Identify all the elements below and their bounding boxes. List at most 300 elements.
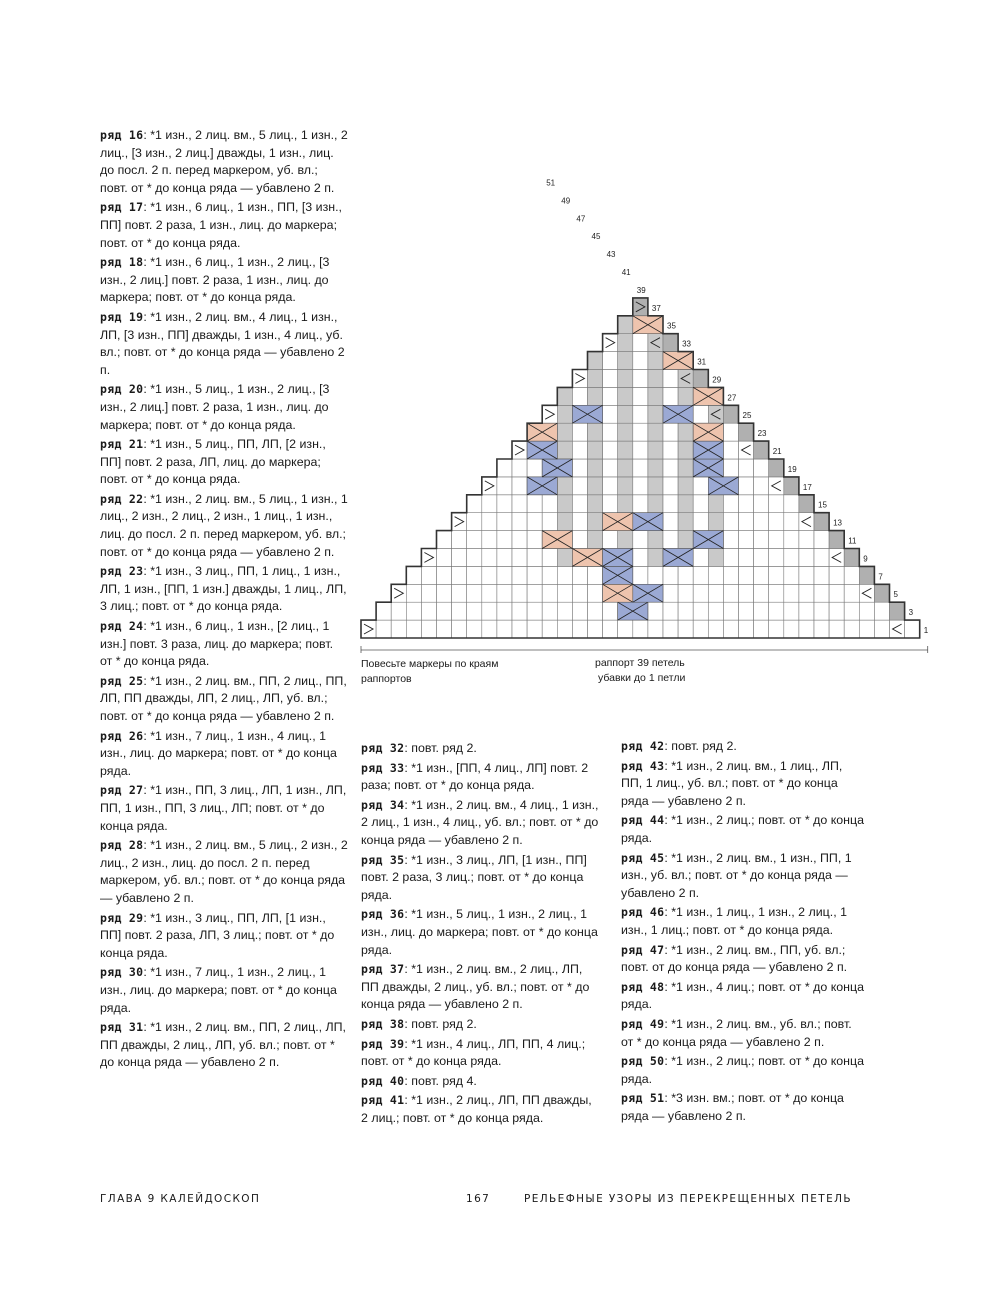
- row-instruction: [621, 850, 866, 903]
- chart-cell: [588, 370, 603, 388]
- chart-cell: [512, 602, 527, 620]
- chart-cell: [678, 441, 693, 459]
- chart-cell: [633, 495, 648, 513]
- chart-cell: [512, 495, 527, 513]
- row-label: ряд 46: [621, 905, 665, 920]
- row-label: ряд 24: [100, 619, 144, 634]
- chart-cell: [784, 513, 799, 531]
- chart-cell: [784, 566, 799, 584]
- chart-cell: [829, 531, 844, 549]
- chart-cell: [588, 495, 603, 513]
- chart-cell: [739, 620, 754, 638]
- chart-cell: [708, 620, 723, 638]
- chart-cell: [633, 531, 648, 549]
- chart-cell: [437, 620, 452, 638]
- row-instruction: [100, 381, 348, 434]
- chart-cell: [663, 602, 678, 620]
- chart-caption-repeat: [595, 656, 715, 686]
- chart-cell: [437, 549, 452, 567]
- row-label: ряд 38: [361, 1016, 405, 1031]
- row-instruction: [621, 1016, 866, 1051]
- chart-cell: [799, 620, 814, 638]
- chart-cell: [784, 602, 799, 620]
- row-text: : *1 изн., 5 лиц., ПП, ЛП, [2 изн., ПП] повт. 2 раза, ЛП, лиц. до маркера; повт. от * до конца ряда.: [100, 437, 326, 487]
- row-instruction: [100, 199, 348, 252]
- chart-cell: [708, 602, 723, 620]
- row-number: 17: [802, 482, 812, 492]
- chart-cell: [754, 513, 769, 531]
- chart-cell: [497, 602, 512, 620]
- row-number: 25: [742, 411, 752, 421]
- chart-cell: [663, 513, 678, 531]
- row-text: : *1 изн., 2 лиц. вм., 5 лиц., 2 изн., 2 лиц., 2 изн., лиц. до посл. 2 п. перед маркером, уб. вл.; повт. от * до конца ряда — убавлено 2 п.: [100, 838, 348, 905]
- chart-cell: [482, 566, 497, 584]
- row-text: : *1 изн., 6 лиц., 1 изн., 2 лиц., [3 изн., 2 лиц.] повт. 2 раза, 1 изн., лиц. до маркера; повт. от * до конца ряда.: [100, 255, 330, 305]
- chart-cell: [512, 459, 527, 477]
- chart-cell: [678, 495, 693, 513]
- chart-cell: [588, 513, 603, 531]
- chart-cell: [859, 566, 874, 584]
- row-instruction: [621, 942, 866, 977]
- chart-cell: [648, 387, 663, 405]
- row-number: 13: [833, 518, 843, 528]
- row-number: 37: [651, 303, 661, 313]
- chart-cell: [814, 602, 829, 620]
- chart-cell: [799, 549, 814, 567]
- chart-cell: [648, 352, 663, 370]
- chart-cell: [618, 477, 633, 495]
- chart-cell: [603, 602, 618, 620]
- chart-cell: [421, 602, 436, 620]
- chart-cell: [693, 584, 708, 602]
- row-text: : *1 изн., 2 лиц.; повт. от * до конца ряда.: [621, 1054, 865, 1086]
- row-label: ряд 39: [361, 1036, 405, 1051]
- chart-cell: [723, 531, 738, 549]
- row-instruction: [361, 1016, 601, 1034]
- chart-cell: [723, 405, 738, 423]
- chart-cell: [527, 566, 542, 584]
- row-number: 29: [712, 375, 722, 385]
- chart-cell: [497, 477, 512, 495]
- row-text: : *1 изн., 2 лиц. вм., 4 лиц., 1 изн., ЛП, [3 изн., ПП] дважды, 1 изн., 4 лиц., уб. вл.; повт. от * до конца ряда — убавлено 2 п.: [100, 309, 345, 377]
- chart-cell: [874, 584, 889, 602]
- chart-cell: [799, 495, 814, 513]
- chart-cell: [663, 584, 678, 602]
- chart-cell: [603, 620, 618, 638]
- chart-cell: [648, 370, 663, 388]
- chart-cell: [769, 531, 784, 549]
- chart-cell: [588, 531, 603, 549]
- row-text: : *1 изн., 2 лиц. вм., 1 лиц., ЛП, ПП, 1 лиц., уб. вл.; повт. от * до конца ряда — убавлено 2 п.: [621, 758, 843, 808]
- chart-cell: [739, 477, 754, 495]
- chart-cell: [557, 495, 572, 513]
- chart-cell: [406, 620, 421, 638]
- chart-cell: [678, 602, 693, 620]
- footer-chapter: ГЛАВА 9 КАЛЕЙДОСКОП: [100, 1193, 261, 1205]
- chart-cell: [663, 387, 678, 405]
- row-instruction: [100, 837, 348, 907]
- row-text: : *1 изн., 2 лиц. вм., ПП, 2 лиц., ЛП, ПП дважды, 2 лиц., ЛП, уб. вл.; повт. от * до конца ряда — убавлено 2 п.: [100, 1020, 346, 1070]
- chart-cell: [739, 495, 754, 513]
- chart-cell: [572, 531, 587, 549]
- chart-cell: [829, 620, 844, 638]
- row-label: ряд 16: [100, 128, 144, 142]
- chart-cell: [452, 531, 467, 549]
- chart-cell: [648, 602, 663, 620]
- chart-cell: [723, 584, 738, 602]
- chart-cell: [572, 477, 587, 495]
- chart-cell: [859, 620, 874, 638]
- chart-cell: [497, 513, 512, 531]
- chart-cell: [769, 513, 784, 531]
- chart-cell: [497, 620, 512, 638]
- chart-cell: [557, 584, 572, 602]
- chart-cell: [482, 620, 497, 638]
- row-text: : *1 изн., 1 лиц., 1 изн., 2 лиц., 1 изн., 1 лиц.; повт. от * до конца ряда.: [621, 905, 847, 937]
- row-number: 5: [893, 590, 898, 600]
- row-instruction: [621, 812, 866, 847]
- chart-cell: [391, 602, 406, 620]
- chart-cell: [452, 620, 467, 638]
- chart-cell: [814, 549, 829, 567]
- chart-cell: [754, 584, 769, 602]
- chart-cell: [799, 584, 814, 602]
- chart-cell: [708, 513, 723, 531]
- chart-cell: [557, 423, 572, 441]
- row-label: ряд 20: [100, 382, 144, 397]
- row-text: : *1 изн., 3 лиц., ЛП, [1 изн., ПП] повт. 2 раза, 3 лиц.; повт. от * до конца ряда.: [361, 852, 587, 902]
- row-text: : *3 изн. вм.; повт. от * до конца ряда — убавлено 2 п.: [621, 1091, 844, 1123]
- row-instruction: [361, 1092, 601, 1127]
- row-instruction: [100, 1019, 348, 1072]
- row-number: 7: [878, 572, 883, 582]
- chart-cell: [603, 459, 618, 477]
- row-number: 51: [546, 178, 556, 188]
- row-label: ряд 28: [100, 838, 144, 853]
- chart-cell: [844, 620, 859, 638]
- chart-cell: [512, 620, 527, 638]
- row-text: : *1 изн., 2 лиц. вм., 5 лиц., 1 изн., 2 лиц., [3 изн., 2 лиц.] дважды, 1 изн., лиц. до посл. 2 п. перед маркером, уб. вл.; повт. от * до конца ряда — убавлено 2 п.: [100, 128, 348, 195]
- chart-cell: [814, 566, 829, 584]
- chart-cell: [512, 477, 527, 495]
- chart-cell: [512, 513, 527, 531]
- chart-cell: [754, 620, 769, 638]
- chart-cell: [678, 620, 693, 638]
- chart-cell: [572, 441, 587, 459]
- chart-cell: [618, 495, 633, 513]
- chart-cell: [588, 387, 603, 405]
- chart-cell: [618, 531, 633, 549]
- chart-caption-markers: Повесьте маркеры по краям раппортов: [361, 658, 499, 685]
- chart-cell: [663, 566, 678, 584]
- row-label: ряд 41: [361, 1093, 405, 1108]
- chart-cell: [648, 549, 663, 567]
- row-number: 21: [772, 447, 782, 456]
- chart-cell: [572, 584, 587, 602]
- chart-cell: [406, 602, 421, 620]
- chart-cell: [542, 549, 557, 567]
- chart-cell: [512, 566, 527, 584]
- chart-cell: [618, 405, 633, 423]
- row-instruction: [361, 1073, 601, 1091]
- row-label: ряд 45: [621, 850, 665, 865]
- row-label: ряд 17: [100, 200, 144, 215]
- chart-cell: [391, 620, 406, 638]
- chart-cell: [512, 549, 527, 567]
- chart-cell: [723, 602, 738, 620]
- chart-cell: [497, 584, 512, 602]
- row-label: ряд 43: [621, 758, 665, 773]
- chart-cell: [708, 549, 723, 567]
- chart-cell: [557, 513, 572, 531]
- chart-cell: [572, 620, 587, 638]
- chart-cell: [527, 495, 542, 513]
- chart-cell: [497, 459, 512, 477]
- chart-cell: [557, 477, 572, 495]
- chart-cell: [633, 566, 648, 584]
- chart-cell: [678, 459, 693, 477]
- chart-cell: [799, 566, 814, 584]
- row-label: ряд 48: [621, 979, 665, 994]
- chart-cell: [512, 584, 527, 602]
- chart-cell: [648, 620, 663, 638]
- row-text: : *1 изн., ПП, 3 лиц., ЛП, 1 изн., ЛП, ПП, 1 изн., ПП, 3 лиц., ЛП; повт. от * до конца ряда.: [100, 783, 347, 833]
- chart-cell: [527, 584, 542, 602]
- chart-cell: [542, 584, 557, 602]
- chart-cell: [557, 620, 572, 638]
- instructions-column-middle: [361, 740, 601, 1129]
- chart-cell: [452, 602, 467, 620]
- chart-cell: [633, 549, 648, 567]
- chart-cell: [542, 620, 557, 638]
- chart-cell: [769, 549, 784, 567]
- chart-cell: [588, 423, 603, 441]
- row-text: : *1 изн., 2 лиц. вм., ПП, 2 лиц., ПП, ЛП, ПП дважды, ЛП, 2 лиц., ЛП, уб. вл.; повт. от * до конца ряда — убавлено 2 п.: [100, 673, 347, 723]
- row-instruction: [100, 563, 348, 616]
- chart-cell: [618, 316, 633, 334]
- row-label: ряд 29: [100, 910, 144, 925]
- row-instruction: [361, 740, 601, 758]
- chart-cell: [603, 477, 618, 495]
- chart-cell: [542, 495, 557, 513]
- chart-cell: [603, 352, 618, 370]
- chart-cell: [754, 549, 769, 567]
- chart-cell: [482, 531, 497, 549]
- row-instruction: [361, 852, 601, 905]
- chart-cell: [527, 531, 542, 549]
- chart-cell: [437, 602, 452, 620]
- chart-cell: [376, 620, 391, 638]
- chart-cell: [618, 387, 633, 405]
- chart-cell: [482, 584, 497, 602]
- chart-cell: [754, 602, 769, 620]
- chart-cell: [844, 566, 859, 584]
- chart-cell: [572, 566, 587, 584]
- chart-cell: [754, 495, 769, 513]
- chart-cell: [588, 459, 603, 477]
- chart-cell: [708, 566, 723, 584]
- chart-cell: [678, 477, 693, 495]
- chart-cell: [648, 423, 663, 441]
- chart-cell: [527, 513, 542, 531]
- row-instruction: [100, 436, 348, 489]
- chart-cell: [874, 620, 889, 638]
- chart-cell: [890, 602, 905, 620]
- row-label: ряд 37: [361, 962, 405, 977]
- chart-cell: [557, 602, 572, 620]
- chart-cell: [467, 620, 482, 638]
- row-number: 49: [561, 196, 571, 206]
- chart-cell: [754, 459, 769, 477]
- chart-cell: [769, 495, 784, 513]
- chart-cell: [633, 620, 648, 638]
- row-instruction: [621, 758, 866, 811]
- chart-cell: [663, 531, 678, 549]
- chart-cell: [618, 441, 633, 459]
- chart-cell: [527, 549, 542, 567]
- row-label: ряд 40: [361, 1073, 405, 1088]
- row-text: : *1 изн., [ПП, 4 лиц., ЛП] повт. 2 раза; повт. от * до конца ряда.: [361, 760, 589, 793]
- row-text: : *1 изн., 7 лиц., 1 изн., 2 лиц., 1 изн., лиц. до маркера; повт. от * до конца ряда.: [100, 965, 337, 1015]
- chart-cell: [754, 441, 769, 459]
- row-instruction: [100, 782, 348, 835]
- row-label: ряд 51: [621, 1091, 665, 1106]
- chart-cell: [844, 602, 859, 620]
- chart-cell: [437, 531, 452, 549]
- chart-cell: [588, 477, 603, 495]
- row-number: 23: [757, 429, 767, 439]
- chart-cell: [633, 459, 648, 477]
- row-text: : *1 изн., 2 лиц.; повт. от * до конца ряда.: [621, 813, 865, 845]
- footer-page-number: 167: [466, 1193, 491, 1205]
- chart-cell: [905, 620, 920, 638]
- row-text: : *1 изн., 4 лиц., ЛП, ПП, 4 лиц.; повт. от * до конца ряда.: [361, 1036, 586, 1069]
- row-label: ряд 26: [100, 728, 144, 743]
- chart-cell: [723, 566, 738, 584]
- chart-cell: [527, 459, 542, 477]
- row-instruction: [621, 904, 866, 939]
- chart-cell: [467, 584, 482, 602]
- row-label: ряд 30: [100, 965, 144, 980]
- row-number: 41: [621, 268, 631, 277]
- row-number: 39: [636, 285, 646, 295]
- chart-cell: [784, 620, 799, 638]
- chart-cell: [421, 584, 436, 602]
- row-instruction: [621, 979, 866, 1014]
- row-text: : *1 изн., 5 лиц., 1 изн., 2 лиц., 1 изн., лиц. до маркера; повт. от * до конца ряда.: [361, 907, 598, 957]
- chart-cell: [693, 513, 708, 531]
- chart-cell: [829, 602, 844, 620]
- chart-cell: [572, 423, 587, 441]
- chart-cell: [618, 370, 633, 388]
- chart-cell: [572, 602, 587, 620]
- chart-cell: [693, 495, 708, 513]
- chart-cell: [603, 370, 618, 388]
- chart-cell: [678, 531, 693, 549]
- chart-cell: [693, 477, 708, 495]
- chart-cell: [723, 513, 738, 531]
- row-text: : *1 изн., 5 лиц., 1 изн., 2 лиц., [3 изн., 2 лиц.] повт. 2 раза, 1 изн., лиц. до маркера; повт. от * до конца ряда.: [100, 382, 330, 432]
- row-number: 45: [591, 232, 601, 242]
- chart-cell: [693, 602, 708, 620]
- row-text: : повт. ряд 2.: [404, 1016, 477, 1031]
- row-text: : повт. ряд 2.: [404, 741, 477, 755]
- chart-cell: [482, 495, 497, 513]
- chart-cell: [693, 620, 708, 638]
- chart-cell: [603, 423, 618, 441]
- chart-cell: [784, 584, 799, 602]
- row-text: : *1 изн., 2 лиц. вм., 5 лиц., 1 изн., 1 лиц., 2 изн., 2 лиц., 2 изн., 1 лиц., 1 изн., лиц. до посл. 2 п. перед маркером, уб. вл.; повт. от * до конца ряда — убавлено 2 п.: [100, 491, 348, 559]
- chart-cell: [799, 531, 814, 549]
- chart-cell: [663, 441, 678, 459]
- chart-cell: [739, 549, 754, 567]
- chart-cell: [588, 441, 603, 459]
- chart-cell: [572, 387, 587, 405]
- row-number: 3: [908, 608, 914, 618]
- chart-cell: [633, 334, 648, 352]
- chart-cell: [784, 477, 799, 495]
- chart-cell: [603, 387, 618, 405]
- chart-cell: [678, 387, 693, 405]
- chart-cell: [542, 602, 557, 620]
- chart-cell: [467, 495, 482, 513]
- chart-caption-repeat-line2: убавки до 1 петли: [598, 672, 686, 684]
- row-number: 19: [787, 464, 797, 474]
- row-instruction: [100, 673, 348, 726]
- chart-cell: [663, 334, 678, 352]
- chart-cell: [814, 620, 829, 638]
- chart-cell: [512, 531, 527, 549]
- chart-cell: [708, 495, 723, 513]
- chart-cell: [663, 477, 678, 495]
- chart-cell: [784, 549, 799, 567]
- row-label: ряд 18: [100, 255, 144, 270]
- chart-cell: [648, 495, 663, 513]
- chart-cell: [723, 423, 738, 441]
- chart-cell: [874, 602, 889, 620]
- row-label: ряд 50: [621, 1054, 665, 1069]
- chart-cell: [769, 459, 784, 477]
- chart-cell: [814, 584, 829, 602]
- chart-cell: [678, 513, 693, 531]
- row-label: ряд 22: [100, 491, 144, 506]
- chart-cell: [739, 513, 754, 531]
- chart-cell: [603, 495, 618, 513]
- row-text: : *1 изн., 2 лиц. вм., 2 лиц., ЛП, ПП дважды, 2 лиц., уб. вл.; повт. от * до конца ряда — убавлено 2 п.: [361, 962, 590, 1012]
- chart-cell: [663, 423, 678, 441]
- chart-cell: [693, 405, 708, 423]
- chart-cell: [723, 620, 738, 638]
- chart-cell: [421, 566, 436, 584]
- chart-cell: [406, 566, 421, 584]
- chart-cell: [799, 602, 814, 620]
- row-label: ряд 34: [361, 797, 405, 812]
- chart-cell: [648, 441, 663, 459]
- chart-cell: [739, 602, 754, 620]
- chart-cell: [603, 531, 618, 549]
- chart-cell: [572, 459, 587, 477]
- chart-cell: [723, 459, 738, 477]
- chart-cell: [376, 602, 391, 620]
- row-instruction: [100, 254, 348, 307]
- row-label: ряд 42: [621, 739, 665, 753]
- row-instruction: [361, 906, 601, 959]
- chart-cell: [663, 459, 678, 477]
- chart-cell: [784, 531, 799, 549]
- chart-cell: [723, 549, 738, 567]
- row-number: 9: [863, 554, 868, 564]
- row-text: : *1 изн., 3 лиц., ПП, 1 лиц., 1 изн., ЛП, 1 изн., [ПП, 1 изн.] дважды, 1 лиц., ЛП, 3 лиц.; повт. от * до конца ряда.: [100, 564, 347, 614]
